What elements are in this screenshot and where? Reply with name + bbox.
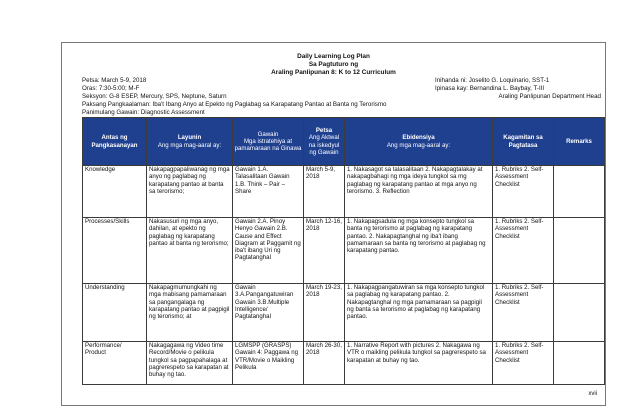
cell-kagamitan: 1. Rubriks 2. Self-Assessment Checklist bbox=[493, 218, 554, 284]
cell-antas: Understanding bbox=[83, 284, 147, 342]
cell-petsa: March 19-23, 2018 bbox=[304, 284, 345, 342]
cell-remarks bbox=[554, 284, 605, 342]
document-subtitle-1: Sa Pagtuturo ng bbox=[308, 61, 359, 68]
meta-inihanda: Inihanda ni: Joselito G. Loquinario, SST-1 bbox=[435, 77, 550, 84]
cell-ebidensiya: 1. Narrative Report with pictures 2. Nakagawa ng VTR o maikling pelikula tungkol sa pagrerespeto sa karapatan at buhay ng tao. bbox=[345, 342, 493, 385]
cell-antas: Processes/Skills bbox=[83, 218, 147, 284]
meta-panimulang-gawain: Panimulang Gawain: Diagnostic Assessment bbox=[82, 109, 205, 116]
page-number: xvii bbox=[588, 391, 597, 397]
meta-oras: Oras: 7:30-5:00; M-F bbox=[82, 85, 140, 92]
meta-seksyon: Seksyon: G-8 ESEP, Mercury, SPS, Neptune, Saturn bbox=[82, 93, 227, 100]
table-header-row bbox=[83, 118, 605, 166]
header-kagamitan: Kagamitan sa Pagtatasa bbox=[493, 118, 554, 166]
table-row bbox=[83, 342, 605, 385]
cell-gawain: Gawain 2.A. Pinoy Henyo Gawain 2.B. Cause and Effect Diagram at Paggamit ng iba't ibang Uri ng Pagtatanghal bbox=[233, 218, 304, 284]
learning-log-table bbox=[82, 117, 605, 385]
header-ebidensiya: Ebidensiya Ang mga mag-aaral ay: bbox=[345, 118, 493, 166]
cell-layunin: Nakasusuri ng mga anyo, dahilan, at epekto ng paglabag ng karapatang pantao at banta ng terorismo; bbox=[147, 218, 233, 284]
cell-layunin: Nakapagpapaliwanag ng mga anyo ng paglabag ng karapatang pantao at banta sa terorismo; bbox=[147, 166, 233, 218]
table-row bbox=[83, 284, 605, 342]
document-title: Daily Learning Log Plan bbox=[297, 53, 370, 60]
cell-antas: Performance/ Product bbox=[83, 342, 147, 385]
document-page bbox=[61, 42, 606, 406]
cell-remarks bbox=[554, 342, 605, 385]
document-subtitle-2: Araling Panlipunan 8: K to 12 Curriculum bbox=[271, 69, 396, 76]
cell-layunin: Nakapagmumungkahi ng mga mabisang pamamaraan sa pangangalaga ng karapatang pantao at pagpigil ng terorismo; at bbox=[147, 284, 233, 342]
meta-paksa: Paksang Pangkaalaman: Iba't Ibang Anyo at Epekto ng Paglabag sa Karapatang Pantao at Banta ng Terorismo bbox=[82, 101, 387, 108]
cell-petsa: March 26-30, 2018 bbox=[304, 342, 345, 385]
table-row bbox=[83, 218, 605, 284]
meta-petsa: Petsa: March 5-9, 2018 bbox=[82, 77, 147, 84]
header-remarks: Remarks bbox=[554, 118, 605, 166]
cell-ebidensiya: 1. Nakasagot sa talasalitaan 2. Nakapagtalakay at nakapagbahagi ng mga ideya tungkol sa mg paglabag ng karapatang pantao at mga anyo ng terorismo. 3. Reflection bbox=[345, 166, 493, 218]
cell-petsa: March 5-9, 2018 bbox=[304, 166, 345, 218]
cell-petsa: March 12-16, 2018 bbox=[304, 218, 345, 284]
table-row bbox=[83, 166, 605, 218]
cell-gawain: Gawain 1.A. Talasalitaan Gawain 1.B. Think – Pair – Share bbox=[233, 166, 304, 218]
header-gawain: Gawain Mga istratehiya at pamamaraan na Ginawa bbox=[233, 118, 304, 166]
meta-ipinasa: Ipinasa kay: Bernandina L. Baybay, T-III bbox=[435, 85, 545, 92]
header-layunin: Layunin Ang mga mag-aaral ay: bbox=[147, 118, 233, 166]
cell-ebidensiya: 1. Nakapagsadula ng mga konsepto tungkol sa banta ng terorismo at paglabag ng karapatang pantao. 2. Nakapagtanghal ng iba't ibang pamamaraan sa banta ng terorismo at paglabag ng karapatang pantao. bbox=[345, 218, 493, 284]
cell-remarks bbox=[554, 218, 605, 284]
cell-ebidensiya: 1. Nakapagpangatuwiran sa mga konsepto tungkol sa paglabag ng karapatang pantao. 2. Nakapagtanghal ng mga pamamaraan sa pagpigil ng banta sa terorismo at paglabag ng karapatang pantao. bbox=[345, 284, 493, 342]
meta-department: Araling Panlipunan Department Head bbox=[498, 93, 601, 100]
cell-gawain: Gawain 3.A.Pangangatuwiran Gawain 3.B.Multiple Intelligence/ Pagtatanghal bbox=[233, 284, 304, 342]
cell-antas: Knowledge bbox=[83, 166, 147, 218]
header-petsa: Petsa Ang Aktwal na iskedyul ng Gawain bbox=[304, 118, 345, 166]
cell-kagamitan: 1. Rubriks 2. Self-Assessment Checklist bbox=[493, 342, 554, 385]
header-antas: Antas ng Pangkasanayan bbox=[83, 118, 147, 166]
cell-layunin: Nakagagawa ng Video time Record/Movie o pelikula tungkol sa pagpapahalaga at pagrerespeto sa karapatan at buhay ng tao. bbox=[147, 342, 233, 385]
cell-kagamitan: 1. Rubriks 2. Self-Assessment Checklist bbox=[493, 284, 554, 342]
cell-gawain: LGMSPP (GRASPS) Gawain 4: Paggawa ng VTR/Movie o Maikling Pelikula bbox=[233, 342, 304, 385]
cell-remarks bbox=[554, 166, 605, 218]
cell-kagamitan: 1. Rubriks 2. Self-Assessment Checklist bbox=[493, 166, 554, 218]
